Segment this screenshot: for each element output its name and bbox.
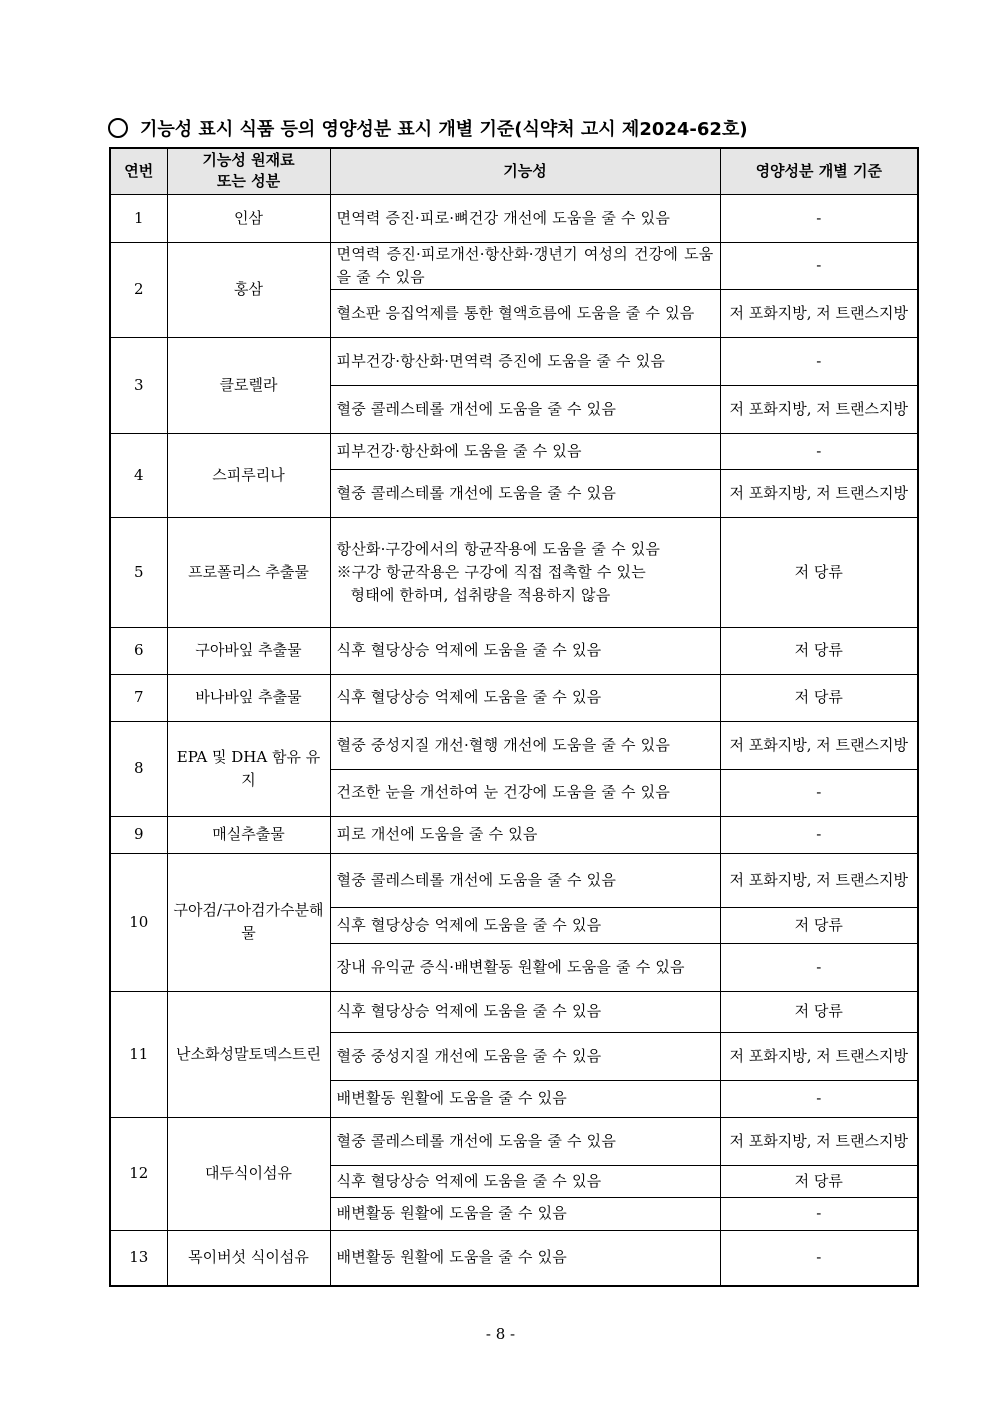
row-function: 배변활동 원활에 도움을 줄 수 있음	[330, 1080, 720, 1117]
row-function: 혈중 중성지질 개선·혈행 개선에 도움을 줄 수 있음	[330, 721, 720, 769]
row-function: 배변활동 원활에 도움을 줄 수 있음	[330, 1230, 720, 1286]
row-no: 12	[110, 1117, 167, 1230]
row-function: 식후 혈당상승 억제에 도움을 줄 수 있음	[330, 627, 720, 674]
row-ingredient: 구아바잎 추출물	[167, 627, 330, 674]
row-criteria: -	[720, 1197, 918, 1230]
row-criteria: 저 포화지방, 저 트랜스지방	[720, 385, 918, 433]
row-criteria: -	[720, 337, 918, 385]
row-criteria: -	[720, 1080, 918, 1117]
row-function: 식후 혈당상승 억제에 도움을 줄 수 있음	[330, 907, 720, 943]
row-ingredient: 매실추출물	[167, 816, 330, 853]
circle-bullet-icon	[108, 118, 128, 138]
row-function: 식후 혈당상승 억제에 도움을 줄 수 있음	[330, 1165, 720, 1197]
header-criteria: 영양성분 개별 기준	[720, 148, 918, 194]
title-text: 기능성 표시 식품 등의 영양성분 표시 개별 기준(식약처 고시 제2024-62호)	[140, 119, 748, 140]
row-criteria: -	[720, 433, 918, 469]
row-no: 7	[110, 674, 167, 721]
row-criteria: 저 포화지방, 저 트랜스지방	[720, 853, 918, 907]
header-ingredient: 기능성 원재료 또는 성분	[167, 148, 330, 194]
row-no: 2	[110, 242, 167, 337]
row-ingredient: 목이버섯 식이섬유	[167, 1230, 330, 1286]
row-no: 9	[110, 816, 167, 853]
nutrition-criteria-table	[109, 147, 919, 1287]
row-function: 혈중 콜레스테롤 개선에 도움을 줄 수 있음	[330, 1117, 720, 1165]
row-function-note: ※구강 항균작용은 구강에 직접 접촉할 수 있는	[336, 562, 646, 581]
row-criteria: 저 당류	[720, 517, 918, 627]
row-criteria: -	[720, 194, 918, 242]
row-ingredient: 프로폴리스 추출물	[167, 517, 330, 627]
row-function: 피로 개선에 도움을 줄 수 있음	[330, 816, 720, 853]
row-criteria: -	[720, 1230, 918, 1286]
row-function: 장내 유익균 증식·배변활동 원활에 도움을 줄 수 있음	[330, 943, 720, 991]
row-criteria: 저 포화지방, 저 트랜스지방	[720, 289, 918, 337]
row-criteria: 저 포화지방, 저 트랜스지방	[720, 469, 918, 517]
row-no: 10	[110, 853, 167, 991]
row-criteria: -	[720, 816, 918, 853]
row-criteria: 저 당류	[720, 991, 918, 1032]
row-function: 혈중 콜레스테롤 개선에 도움을 줄 수 있음	[330, 853, 720, 907]
row-ingredient: 난소화성말토덱스트린	[167, 991, 330, 1117]
row-no: 4	[110, 433, 167, 517]
row-no: 11	[110, 991, 167, 1117]
row-criteria: 저 포화지방, 저 트랜스지방	[720, 721, 918, 769]
row-function: 혈중 중성지질 개선에 도움을 줄 수 있음	[330, 1032, 720, 1080]
row-criteria: 저 포화지방, 저 트랜스지방	[720, 1032, 918, 1080]
row-function: 혈중 콜레스테롤 개선에 도움을 줄 수 있음	[330, 469, 720, 517]
row-no: 13	[110, 1230, 167, 1286]
row-function: 항산화·구강에서의 항균작용에 도움을 줄 수 있음 ※구강 항균작용은 구강에 직접 접촉할 수 있는 형태에 한하며, 섭취량을 적용하지 않음	[330, 517, 720, 627]
row-ingredient: 인삼	[167, 194, 330, 242]
row-ingredient: 구아검/구아검가수분해물	[167, 853, 330, 991]
row-ingredient: 대두식이섬유	[167, 1117, 330, 1230]
row-function: 식후 혈당상승 억제에 도움을 줄 수 있음	[330, 674, 720, 721]
row-criteria: 저 당류	[720, 674, 918, 721]
document-title	[108, 116, 918, 144]
header-function: 기능성	[330, 148, 720, 194]
row-function: 면역력 증진·피로개선·항산화·갱년기 여성의 건강에 도움을 줄 수 있음	[330, 242, 720, 289]
row-no: 3	[110, 337, 167, 433]
row-ingredient: EPA 및 DHA 함유 유지	[167, 721, 330, 816]
row-no: 8	[110, 721, 167, 816]
row-function: 혈소판 응집억제를 통한 혈액흐름에 도움을 줄 수 있음	[330, 289, 720, 337]
row-function: 피부건강·항산화·면역력 증진에 도움을 줄 수 있음	[330, 337, 720, 385]
row-function: 건조한 눈을 개선하여 눈 건강에 도움을 줄 수 있음	[330, 769, 720, 816]
row-criteria: -	[720, 242, 918, 289]
row-no: 1	[110, 194, 167, 242]
row-function: 식후 혈당상승 억제에 도움을 줄 수 있음	[330, 991, 720, 1032]
row-function-note-cont: 형태에 한하며, 섭취량을 적용하지 않음	[350, 585, 611, 604]
row-criteria: 저 당류	[720, 907, 918, 943]
row-no: 6	[110, 627, 167, 674]
row-function: 배변활동 원활에 도움을 줄 수 있음	[330, 1197, 720, 1230]
row-function: 혈중 콜레스테롤 개선에 도움을 줄 수 있음	[330, 385, 720, 433]
row-criteria: -	[720, 769, 918, 816]
row-ingredient: 홍삼	[167, 242, 330, 337]
row-function: 면역력 증진·피로·뼈건강 개선에 도움을 줄 수 있음	[330, 194, 720, 242]
header-no: 연번	[110, 148, 167, 194]
row-criteria: -	[720, 943, 918, 991]
row-criteria: 저 당류	[720, 627, 918, 674]
row-criteria: 저 당류	[720, 1165, 918, 1197]
row-ingredient: 클로렐라	[167, 337, 330, 433]
row-ingredient: 바나바잎 추출물	[167, 674, 330, 721]
page-number: - 8 -	[485, 1325, 516, 1343]
row-function: 피부건강·항산화에 도움을 줄 수 있음	[330, 433, 720, 469]
row-criteria: 저 포화지방, 저 트랜스지방	[720, 1117, 918, 1165]
row-ingredient: 스피루리나	[167, 433, 330, 517]
row-no: 5	[110, 517, 167, 627]
